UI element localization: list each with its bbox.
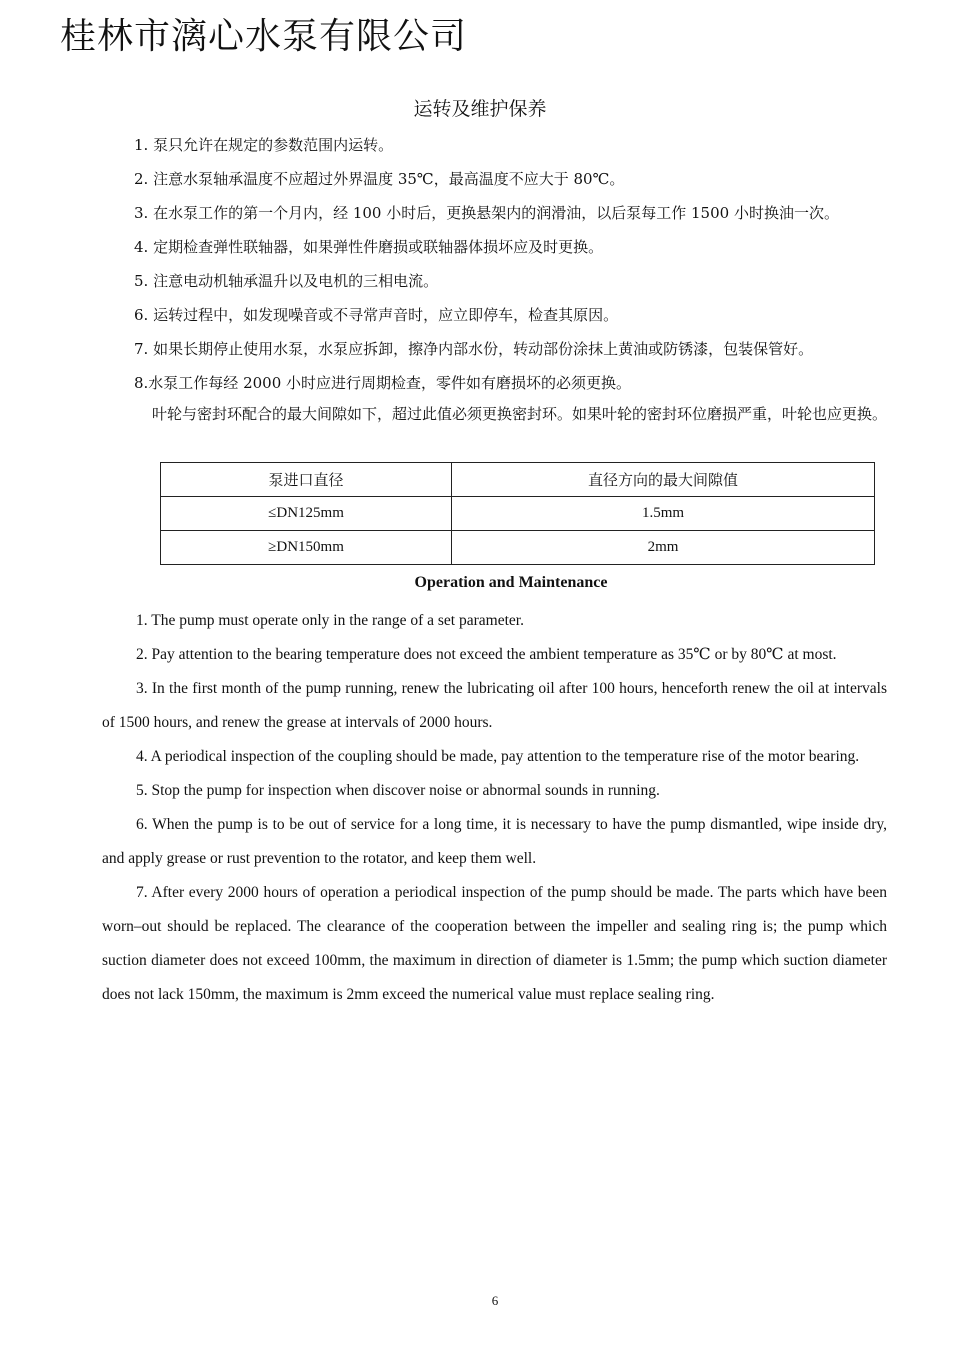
page-number: 6 xyxy=(491,1293,499,1308)
cn-item: 1. 泵只允许在规定的参数范围内运转。 xyxy=(134,136,394,154)
table-row xyxy=(161,497,875,531)
table-row xyxy=(161,531,875,565)
en-maintenance-list xyxy=(102,604,887,1012)
table-cell: 1.5mm xyxy=(452,497,875,531)
en-section-title: Operation and Maintenance xyxy=(414,574,608,591)
cn-item: 3. 在水泵工作的第一个月内，经 100 小时后，更换悬架内的润滑油，以后泵每工作 1500 小时换油一次。 xyxy=(134,204,839,222)
table-cell: ≤DN125mm xyxy=(161,497,452,531)
cn-maintenance-list xyxy=(134,128,904,400)
table-cell: ≥DN150mm xyxy=(161,531,452,565)
en-item: 7. After every 2000 hours of operation a periodical inspection of the pump should be made. The parts which have been worn–out should be replaced. The clearance of the cooperation between the impeller and sealing ring is; the pump which suction diameter does not exceed 100mm, the maximum in direction of diameter is 1.5mm; the pump which suction diameter does not lack 150mm, the maximum is 2mm exceed the numerical value must replace sealing ring. xyxy=(102,884,887,1003)
en-item: 1. The pump must operate only in the range of a set parameter. xyxy=(136,612,524,629)
cn-item: 4. 定期检查弹性联轴器，如果弹性件磨损或联轴器体损坏应及时更换。 xyxy=(134,238,604,256)
table-header-row xyxy=(161,463,875,497)
cn-item: 8.水泵工作每经 2000 小时应进行周期检查，零件如有磨损坏的必须更换。 xyxy=(134,374,632,392)
table-header-cell: 泵进口直径 xyxy=(161,463,452,497)
cn-section-title: 运转及维护保养 xyxy=(413,98,547,120)
cn-item: 7. 如果长期停止使用水泵，水泵应拆卸，擦净内部水份，转动部份涂抹上黄油或防锈漆，包装保管好。 xyxy=(134,340,814,358)
table-header-cell: 直径方向的最大间隙值 xyxy=(452,463,875,497)
company-name: 桂林市漓心水泵有限公司 xyxy=(60,16,468,57)
en-item: 6. When the pump is to be out of service for a long time, it is necessary to have the pump dismantled, wipe inside dry, and apply grease or rust prevention to the rotator, and keep them well. xyxy=(102,816,887,867)
cn-item: 2. 注意水泵轴承温度不应超过外界温度 35℃，最高温度不应大于 80℃。 xyxy=(134,170,625,188)
en-item: 4. A periodical inspection of the coupling should be made, pay attention to the temperature rise of the motor bearing. xyxy=(136,748,860,765)
cn-item: 6. 运转过程中，如发现噪音或不寻常声音时，应立即停车，检查其原因。 xyxy=(134,306,619,324)
cn-clearance-note: 叶轮与密封环配合的最大间隙如下，超过此值必须更换密封环。如果叶轮的密封环位磨损严重，叶轮也应更换。 xyxy=(152,405,888,423)
en-item: 2. Pay attention to the bearing temperature does not exceed the ambient temperature as 35℃ or by 80℃ at most. xyxy=(136,646,837,663)
table-cell: 2mm xyxy=(452,531,875,565)
en-item: 5. Stop the pump for inspection when discover noise or abnormal sounds in running. xyxy=(136,782,660,799)
cn-item: 5. 注意电动机轴承温升以及电机的三相电流。 xyxy=(134,272,439,290)
en-item: 3. In the first month of the pump running, renew the lubricating oil after 100 hours, henceforth renew the oil at intervals of 1500 hours, and renew the grease at intervals of 2000 hours. xyxy=(102,680,887,731)
clearance-table xyxy=(160,462,875,565)
